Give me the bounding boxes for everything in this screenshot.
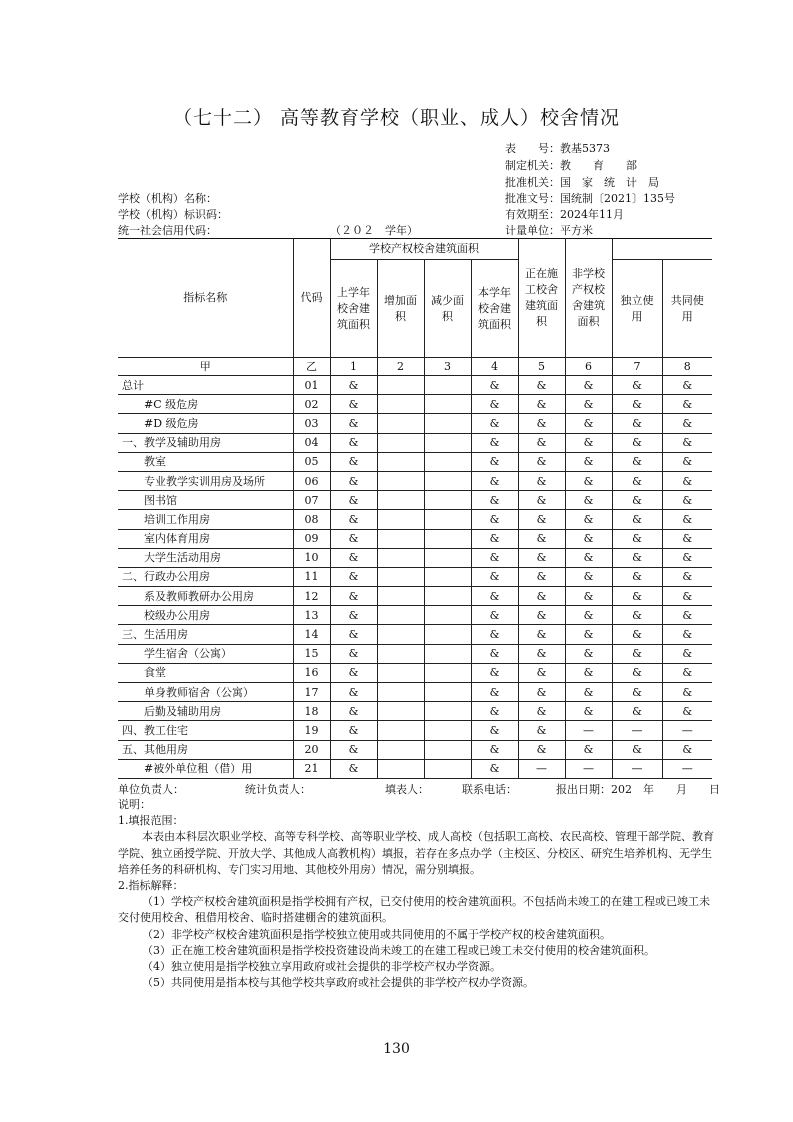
cell-independent-use: — [612, 759, 662, 778]
cell-shared-use: & [662, 395, 712, 414]
cell-under-construction: & [518, 548, 565, 567]
cell-independent-use: & [612, 606, 662, 625]
row-indicator-name: 五、其他用房 [118, 740, 293, 759]
cell-independent-use: & [612, 452, 662, 471]
report-date: 报出日期：202 年 月 日 [556, 783, 720, 796]
cell-this-year: & [471, 625, 518, 644]
row-code: 01 [293, 376, 330, 395]
cell-last-year: & [330, 721, 377, 740]
definition-item: （1）学校产权校舍建筑面积是指学校拥有产权，已交付使用的校舍建筑面积。不包括尚未竣工的在建工程或已竣工未交付使用校舍、租借用校舍、临时搭建棚舍的建筑面积。 [118, 895, 710, 925]
cell-decrease [424, 414, 471, 433]
row-indicator-name: 总计 [118, 376, 293, 395]
cell-increase [377, 721, 424, 740]
cell-last-year: & [330, 702, 377, 721]
table-row [118, 491, 712, 510]
cell-under-construction: & [518, 606, 565, 625]
cell-shared-use: & [662, 414, 712, 433]
cell-decrease [424, 529, 471, 548]
table-row [118, 625, 712, 644]
cell-last-year: & [330, 433, 377, 452]
row-indicator-name: 专业教学实训用房及场所 [118, 471, 293, 490]
cell-under-construction: & [518, 702, 565, 721]
cell-under-construction: & [518, 433, 565, 452]
cell-under-construction: & [518, 587, 565, 606]
cell-independent-use: & [612, 529, 662, 548]
row-code: 20 [293, 740, 330, 759]
cell-decrease [424, 663, 471, 682]
cell-this-year: & [471, 491, 518, 510]
cell-independent-use: & [612, 433, 662, 452]
cell-decrease [424, 683, 471, 702]
scope-title: 1.填报范围： [118, 814, 184, 828]
cell-non-school-owned: & [565, 606, 612, 625]
cell-last-year: & [330, 567, 377, 586]
row-code: 09 [293, 529, 330, 548]
cell-shared-use: & [662, 740, 712, 759]
cell-decrease [424, 491, 471, 510]
page-number: 130 [383, 1041, 410, 1057]
header-under-construction: 正在施工校舍建筑面积 [518, 239, 565, 358]
table-row [118, 395, 712, 414]
row-indicator-name: 校级办公用房 [118, 606, 293, 625]
cell-independent-use: & [612, 414, 662, 433]
row-indicator-name: #被外单位租（借）用 [118, 759, 293, 778]
cell-shared-use: & [662, 567, 712, 586]
cell-under-construction: & [518, 625, 565, 644]
row-indicator-name: 图书馆 [118, 491, 293, 510]
row-indicator-name: 食堂 [118, 663, 293, 682]
row-code: 14 [293, 625, 330, 644]
table-row [118, 759, 712, 778]
cell-this-year: & [471, 759, 518, 778]
cell-decrease [424, 376, 471, 395]
cell-increase [377, 567, 424, 586]
cell-decrease [424, 433, 471, 452]
cell-increase [377, 395, 424, 414]
cell-under-construction: & [518, 663, 565, 682]
cell-non-school-owned: & [565, 663, 612, 682]
cell-shared-use: — [662, 721, 712, 740]
cell-independent-use: & [612, 548, 662, 567]
row-code: 02 [293, 395, 330, 414]
column-number: 甲 [118, 358, 293, 376]
cell-under-construction: & [518, 644, 565, 663]
cell-decrease [424, 625, 471, 644]
stat-head-label: 统计负责人： [245, 783, 311, 796]
cell-increase [377, 740, 424, 759]
row-code: 21 [293, 759, 330, 778]
cell-this-year: & [471, 548, 518, 567]
table-row [118, 606, 712, 625]
row-indicator-name: 教室 [118, 452, 293, 471]
cell-increase [377, 663, 424, 682]
cell-increase [377, 452, 424, 471]
cell-under-construction: & [518, 452, 565, 471]
unit-head-label: 单位负责人： [118, 783, 184, 796]
cell-last-year: & [330, 510, 377, 529]
cell-under-construction: & [518, 721, 565, 740]
cell-independent-use: — [612, 721, 662, 740]
table-row [118, 644, 712, 663]
cell-increase [377, 491, 424, 510]
cell-independent-use: & [612, 644, 662, 663]
cell-last-year: & [330, 759, 377, 778]
table-row [118, 683, 712, 702]
cell-under-construction: & [518, 414, 565, 433]
cell-this-year: & [471, 395, 518, 414]
table-row [118, 433, 712, 452]
row-code: 10 [293, 548, 330, 567]
cell-increase [377, 625, 424, 644]
cell-under-construction: & [518, 683, 565, 702]
cell-decrease [424, 395, 471, 414]
column-number: 4 [471, 358, 518, 376]
cell-shared-use: & [662, 510, 712, 529]
cell-last-year: & [330, 529, 377, 548]
cell-increase [377, 510, 424, 529]
cell-increase [377, 471, 424, 490]
header-indicator: 指标名称 [118, 239, 293, 358]
header-this-year-area: 本学年校舍建筑面积 [471, 260, 518, 358]
cell-increase [377, 683, 424, 702]
cell-this-year: & [471, 644, 518, 663]
definition-item: （3）正在施工校舍建筑面积是指学校投资建设尚未竣工的在建工程或已竣工未交付使用的校舍建筑面积。 [142, 943, 655, 957]
cell-non-school-owned: & [565, 510, 612, 529]
cell-shared-use: & [662, 471, 712, 490]
cell-under-construction: & [518, 740, 565, 759]
column-number: 5 [518, 358, 565, 376]
definitions-title: 2.指标解释： [118, 879, 184, 893]
header-shared-use: 共同使用 [662, 260, 712, 358]
cell-non-school-owned: & [565, 625, 612, 644]
cell-independent-use: & [612, 471, 662, 490]
cell-independent-use: & [612, 510, 662, 529]
cell-shared-use: & [662, 529, 712, 548]
approval-number: 批准文号：国统制〔2021〕135号 [505, 192, 675, 205]
cell-decrease [424, 759, 471, 778]
cell-shared-use: & [662, 491, 712, 510]
cell-non-school-owned: & [565, 376, 612, 395]
cell-last-year: & [330, 452, 377, 471]
cell-last-year: & [330, 471, 377, 490]
cell-decrease [424, 567, 471, 586]
table-row [118, 548, 712, 567]
row-code: 11 [293, 567, 330, 586]
cell-last-year: & [330, 740, 377, 759]
cell-independent-use: & [612, 587, 662, 606]
cell-non-school-owned: & [565, 548, 612, 567]
cell-this-year: & [471, 471, 518, 490]
cell-increase [377, 414, 424, 433]
cell-this-year: & [471, 414, 518, 433]
cell-decrease [424, 548, 471, 567]
cell-this-year: & [471, 567, 518, 586]
cell-decrease [424, 644, 471, 663]
row-indicator-name: #C 级危房 [118, 395, 293, 414]
cell-shared-use: & [662, 452, 712, 471]
row-code: 16 [293, 663, 330, 682]
row-indicator-name: 四、教工住宅 [118, 721, 293, 740]
row-indicator-name: 室内体育用房 [118, 529, 293, 548]
row-code: 18 [293, 702, 330, 721]
cell-last-year: & [330, 606, 377, 625]
table-row [118, 414, 712, 433]
cell-this-year: & [471, 510, 518, 529]
cell-independent-use: & [612, 702, 662, 721]
cell-increase [377, 587, 424, 606]
header-decrease-area: 减少面积 [424, 260, 471, 358]
table-row [118, 452, 712, 471]
cell-decrease [424, 702, 471, 721]
cell-non-school-owned: — [565, 721, 612, 740]
cell-independent-use: & [612, 491, 662, 510]
cell-this-year: & [471, 376, 518, 395]
notes-heading: 说明： [118, 798, 151, 811]
table-row [118, 663, 712, 682]
row-code: 19 [293, 721, 330, 740]
row-indicator-name: 单身教师宿舍（公寓） [118, 683, 293, 702]
cell-independent-use: & [612, 663, 662, 682]
table-row [118, 376, 712, 395]
row-indicator-name: 后勤及辅助用房 [118, 702, 293, 721]
cell-non-school-owned: & [565, 414, 612, 433]
column-number: 8 [662, 358, 712, 376]
cell-independent-use: & [612, 625, 662, 644]
cell-non-school-owned: & [565, 395, 612, 414]
cell-last-year: & [330, 395, 377, 414]
column-number: 乙 [293, 358, 330, 376]
row-indicator-name: 系及教师教研办公用房 [118, 587, 293, 606]
header-non-school-owned: 非学校产权校舍建筑面积 [565, 239, 612, 358]
table-row [118, 567, 712, 586]
row-code: 12 [293, 587, 330, 606]
table-row [118, 529, 712, 548]
cell-shared-use: & [662, 433, 712, 452]
cell-shared-use: & [662, 376, 712, 395]
cell-non-school-owned: & [565, 702, 612, 721]
cell-decrease [424, 721, 471, 740]
cell-under-construction: — [518, 759, 565, 778]
cell-increase [377, 644, 424, 663]
column-number: 1 [330, 358, 377, 376]
cell-shared-use: & [662, 548, 712, 567]
cell-under-construction: & [518, 567, 565, 586]
definition-item: （4）独立使用是指学校独立享用政府或社会提供的非学校产权办学资源。 [142, 960, 501, 974]
valid-until: 有效期至：2024年11月 [505, 208, 624, 221]
column-number: 3 [424, 358, 471, 376]
cell-this-year: & [471, 529, 518, 548]
cell-this-year: & [471, 721, 518, 740]
row-code: 13 [293, 606, 330, 625]
cell-shared-use: & [662, 587, 712, 606]
cell-non-school-owned: & [565, 683, 612, 702]
header-independent-use: 独立使用 [612, 260, 662, 358]
cell-decrease [424, 452, 471, 471]
measurement-unit: 计量单位：平方米 [505, 224, 593, 237]
row-indicator-name: 学生宿舍（公寓） [118, 644, 293, 663]
row-code: 07 [293, 491, 330, 510]
cell-under-construction: & [518, 376, 565, 395]
cell-last-year: & [330, 548, 377, 567]
row-code: 03 [293, 414, 330, 433]
school-name-label: 学校（机构）名称： [118, 192, 217, 205]
row-indicator-name: 大学生活动用房 [118, 548, 293, 567]
cell-non-school-owned: & [565, 452, 612, 471]
cell-decrease [424, 471, 471, 490]
cell-this-year: & [471, 452, 518, 471]
table-row [118, 471, 712, 490]
cell-last-year: & [330, 683, 377, 702]
cell-increase [377, 376, 424, 395]
cell-this-year: & [471, 702, 518, 721]
scope-body: 本表由本科层次职业学校、高等专科学校、高等职业学校、成人高校（包括职工高校、农民高校、管理干部学院、教育学院、独立函授学院、开放大学、其他成人高教机构）填报，若存在多点办学（主校区、分校区、研究生培养机构、无学生培养任务的科研机构、专门实习用地、其他校外用房）情况，需分别填报。 [118, 830, 714, 876]
cell-shared-use: & [662, 625, 712, 644]
cell-shared-use: & [662, 644, 712, 663]
cell-shared-use: — [662, 759, 712, 778]
table-row [118, 721, 712, 740]
cell-this-year: & [471, 433, 518, 452]
header-increase-area: 增加面积 [377, 260, 424, 358]
cell-non-school-owned: & [565, 433, 612, 452]
cell-non-school-owned: & [565, 491, 612, 510]
cell-non-school-owned: & [565, 644, 612, 663]
header-school-owned-group: 学校产权校舍建筑面积 [330, 239, 518, 260]
cell-last-year: & [330, 644, 377, 663]
column-number: 2 [377, 358, 424, 376]
school-year: （２０２ 学年） [330, 224, 418, 237]
approving-authority: 批准机关：国 家 统 计 局 [505, 176, 659, 189]
row-code: 17 [293, 683, 330, 702]
table-number: 表 号：教基5373 [505, 142, 610, 155]
row-code: 06 [293, 471, 330, 490]
cell-independent-use: & [612, 376, 662, 395]
row-code: 15 [293, 644, 330, 663]
table-row [118, 702, 712, 721]
cell-decrease [424, 510, 471, 529]
cell-decrease [424, 587, 471, 606]
cell-this-year: & [471, 587, 518, 606]
row-indicator-name: 培训工作用房 [118, 510, 293, 529]
cell-under-construction: & [518, 510, 565, 529]
cell-this-year: & [471, 606, 518, 625]
table-row [118, 740, 712, 759]
phone-label: 联系电话： [462, 783, 517, 796]
school-id-label: 学校（机构）标识码： [118, 208, 228, 221]
cell-independent-use: & [612, 683, 662, 702]
row-code: 08 [293, 510, 330, 529]
page-title: （七十二） 高等教育学校（职业、成人）校舍情况 [172, 107, 621, 129]
notes-section [118, 797, 718, 991]
table-row [118, 587, 712, 606]
cell-increase [377, 702, 424, 721]
row-indicator-name: 一、教学及辅助用房 [118, 433, 293, 452]
filler-label: 填表人： [385, 783, 429, 796]
cell-last-year: & [330, 625, 377, 644]
cell-non-school-owned: & [565, 567, 612, 586]
cell-last-year: & [330, 414, 377, 433]
column-number: 7 [612, 358, 662, 376]
cell-non-school-owned: & [565, 471, 612, 490]
cell-shared-use: & [662, 702, 712, 721]
cell-increase [377, 529, 424, 548]
cell-last-year: & [330, 663, 377, 682]
cell-independent-use: & [612, 740, 662, 759]
cell-increase [377, 759, 424, 778]
header-last-year-area: 上学年校舍建筑面积 [330, 260, 377, 358]
row-indicator-name: 三、生活用房 [118, 625, 293, 644]
cell-increase [377, 548, 424, 567]
cell-increase [377, 606, 424, 625]
cell-shared-use: & [662, 663, 712, 682]
cell-non-school-owned: & [565, 587, 612, 606]
credit-code-label: 统一社会信用代码： [118, 224, 217, 237]
cell-increase [377, 433, 424, 452]
cell-this-year: & [471, 683, 518, 702]
row-indicator-name: 二、行政办公用房 [118, 567, 293, 586]
cell-last-year: & [330, 587, 377, 606]
header-code: 代码 [293, 239, 330, 358]
cell-this-year: & [471, 740, 518, 759]
building-area-table [118, 238, 712, 779]
cell-last-year: & [330, 491, 377, 510]
cell-decrease [424, 740, 471, 759]
column-number: 6 [565, 358, 612, 376]
row-code: 04 [293, 433, 330, 452]
cell-last-year: & [330, 376, 377, 395]
header-usage-group [612, 239, 712, 260]
cell-under-construction: & [518, 491, 565, 510]
definition-item: （2）非学校产权校舍建筑面积是指学校独立使用或共同使用的不属于学校产权的校舍建筑面积。 [142, 927, 611, 941]
definition-item: （5）共同使用是指本校与其他学校共享政府或社会提供的非学校产权办学资源。 [142, 976, 534, 990]
row-code: 05 [293, 452, 330, 471]
cell-under-construction: & [518, 471, 565, 490]
cell-under-construction: & [518, 529, 565, 548]
table-row [118, 510, 712, 529]
cell-non-school-owned: & [565, 740, 612, 759]
cell-independent-use: & [612, 395, 662, 414]
cell-decrease [424, 606, 471, 625]
cell-this-year: & [471, 663, 518, 682]
cell-non-school-owned: — [565, 759, 612, 778]
issuing-authority: 制定机关：教 育 部 [505, 159, 637, 172]
cell-non-school-owned: & [565, 529, 612, 548]
cell-independent-use: & [612, 567, 662, 586]
row-indicator-name: #D 级危房 [118, 414, 293, 433]
cell-shared-use: & [662, 683, 712, 702]
cell-shared-use: & [662, 606, 712, 625]
cell-under-construction: & [518, 395, 565, 414]
